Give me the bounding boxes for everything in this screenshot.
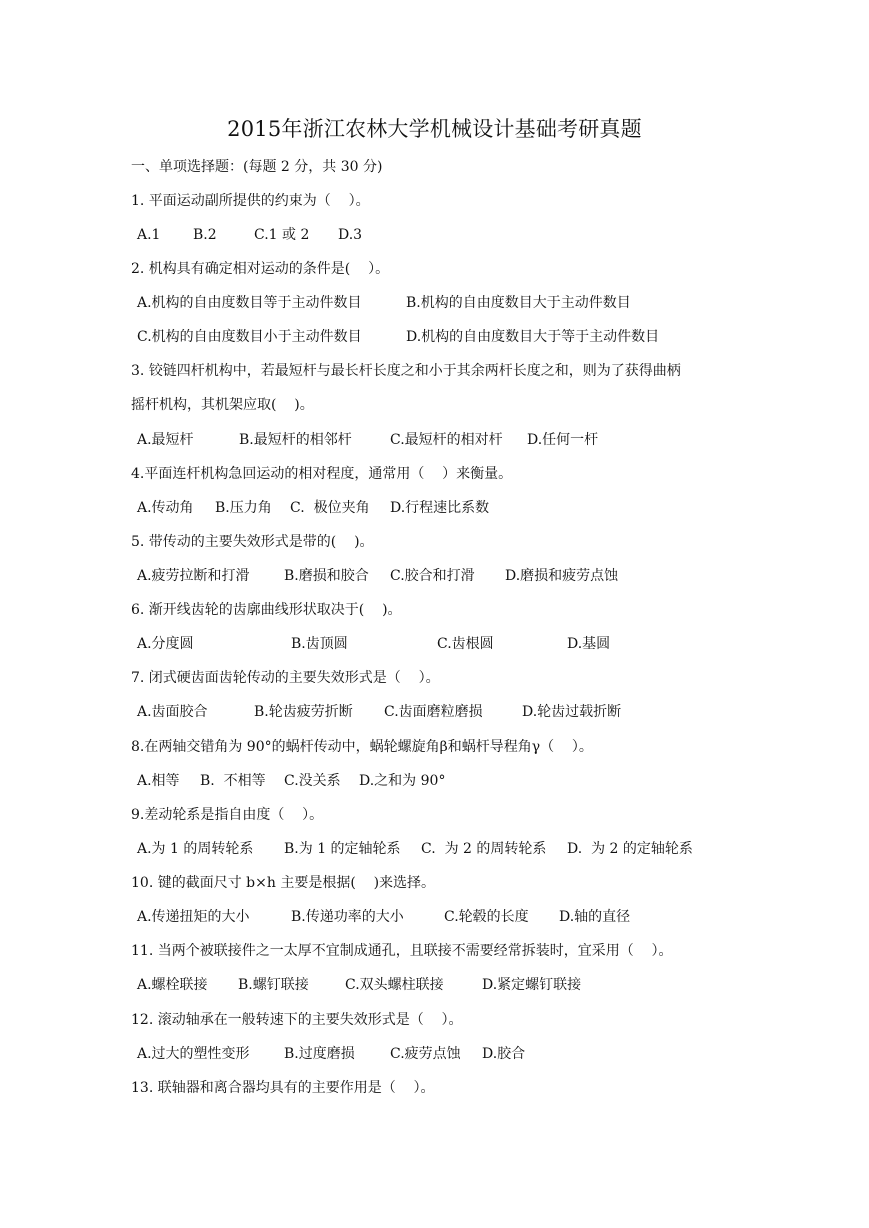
question-12-option-a: A.过大的塑性变形 [137, 1046, 250, 1062]
question-8-option-a: A.相等 [137, 773, 180, 789]
question-4-option-b: B.压力角 [215, 500, 272, 516]
question-1-option-c: C.1 或 2 [254, 227, 310, 243]
question-12-stem: 12. 滚动轴承在一般转速下的主要失效形式是（ ）。 [131, 1012, 463, 1028]
question-3-option-b: B.最短杆的相邻杆 [239, 432, 352, 448]
question-6-option-a: A.分度圆 [137, 636, 194, 652]
question-11-option-a: A.螺栓联接 [137, 977, 208, 993]
question-3-option-d: D.任何一杆 [527, 432, 599, 448]
question-3-option-c: C.最短杆的相对杆 [390, 432, 503, 448]
question-5-option-c: C.胶合和打滑 [390, 568, 475, 584]
question-7-option-c: C.齿面磨粒磨损 [384, 704, 483, 720]
question-8-option-d: D.之和为 90° [359, 773, 446, 789]
question-10-stem: 10. 键的截面尺寸 b×h 主要是根据( )来选择。 [131, 875, 436, 891]
question-9-stem: 9.差动轮系是指自由度（ ）。 [131, 807, 324, 823]
question-3-stem-line-1: 3. 铰链四杆机构中，若最短杆与最长杆长度之和小于其余两杆长度之和，则为了获得曲柄 [131, 363, 681, 379]
question-12-option-c: C.疲劳点蚀 [390, 1046, 461, 1062]
question-5-option-a: A.疲劳拉断和打滑 [137, 568, 250, 584]
question-3-stem-line-2: 摇杆机构，其机架应取( )。 [131, 397, 314, 413]
question-2-option-d: D.机构的自由度数目大于等于主动件数目 [406, 329, 660, 345]
question-1-option-a: A.1 [137, 227, 161, 243]
question-2-option-a: A.机构的自由度数目等于主动件数目 [137, 295, 362, 311]
question-11-stem: 11. 当两个被联接件之一太厚不宜制成通孔，且联接不需要经常拆装时，宜采用（ ）。 [131, 943, 673, 959]
question-6-stem: 6. 渐开线齿轮的齿廓曲线形状取决于( )。 [131, 602, 402, 618]
section-heading: 一、单项选择题：(每题 2 分，共 30 分) [131, 159, 383, 175]
question-7-stem: 7. 闭式硬齿面齿轮传动的主要失效形式是（ ）。 [131, 670, 440, 686]
question-7-option-d: D.轮齿过载折断 [522, 704, 622, 720]
question-9-option-d: D. 为 2 的定轴轮系 [567, 841, 693, 857]
question-9-option-a: A.为 1 的周转轮系 [137, 841, 254, 857]
question-6-option-c: C.齿根圆 [437, 636, 494, 652]
question-4-option-a: A.传动角 [137, 500, 194, 516]
question-8-option-c: C.没关系 [284, 773, 341, 789]
question-6-option-d: D.基圆 [567, 636, 611, 652]
question-8-option-b: B. 不相等 [200, 773, 266, 789]
question-4-stem: 4.平面连杆机构急回运动的相对程度，通常用（ ）来衡量。 [131, 466, 513, 482]
question-1-option-b: B.2 [193, 227, 217, 243]
question-10-option-b: B.传递功率的大小 [291, 909, 404, 925]
question-10-option-a: A.传递扭矩的大小 [137, 909, 250, 925]
question-4-option-d: D.行程速比系数 [390, 500, 490, 516]
question-3-option-a: A.最短杆 [137, 432, 194, 448]
question-9-option-c: C. 为 2 的周转轮系 [421, 841, 547, 857]
question-8-stem: 8.在两轴交错角为 90°的蜗杆传动中，蜗轮螺旋角β和蜗杆导程角γ（ ）。 [131, 739, 593, 755]
question-7-option-a: A.齿面胶合 [137, 704, 208, 720]
question-2-option-b: B.机构的自由度数目大于主动件数目 [406, 295, 631, 311]
question-4-option-c: C. 极位夹角 [290, 500, 370, 516]
page-title: 2015年浙江农林大学机械设计基础考研真题 [227, 117, 642, 141]
question-9-option-b: B.为 1 的定轴轮系 [284, 841, 401, 857]
question-11-option-b: B.螺钉联接 [238, 977, 309, 993]
question-10-option-d: D.轴的直径 [559, 909, 631, 925]
question-5-option-d: D.磨损和疲劳点蚀 [505, 568, 619, 584]
question-12-option-b: B.过度磨损 [284, 1046, 355, 1062]
question-2-stem: 2. 机构具有确定相对运动的条件是( ）。 [131, 261, 390, 277]
question-11-option-d: D.紧定螺钉联接 [482, 977, 582, 993]
question-6-option-b: B.齿顶圆 [291, 636, 348, 652]
question-7-option-b: B.轮齿疲劳折断 [254, 704, 353, 720]
question-2-option-c: C.机构的自由度数目小于主动件数目 [137, 329, 362, 345]
question-5-stem: 5. 带传动的主要失效形式是带的( )。 [131, 534, 374, 550]
question-12-option-d: D.胶合 [482, 1046, 526, 1062]
question-13-stem: 13. 联轴器和离合器均具有的主要作用是（ ）。 [131, 1080, 435, 1096]
question-10-option-c: C.轮毂的长度 [444, 909, 529, 925]
question-11-option-c: C.双头螺柱联接 [345, 977, 444, 993]
question-5-option-b: B.磨损和胶合 [284, 568, 369, 584]
question-1-stem: 1. 平面运动副所提供的约束为（ ）。 [131, 193, 370, 209]
question-1-option-d: D.3 [338, 227, 363, 243]
